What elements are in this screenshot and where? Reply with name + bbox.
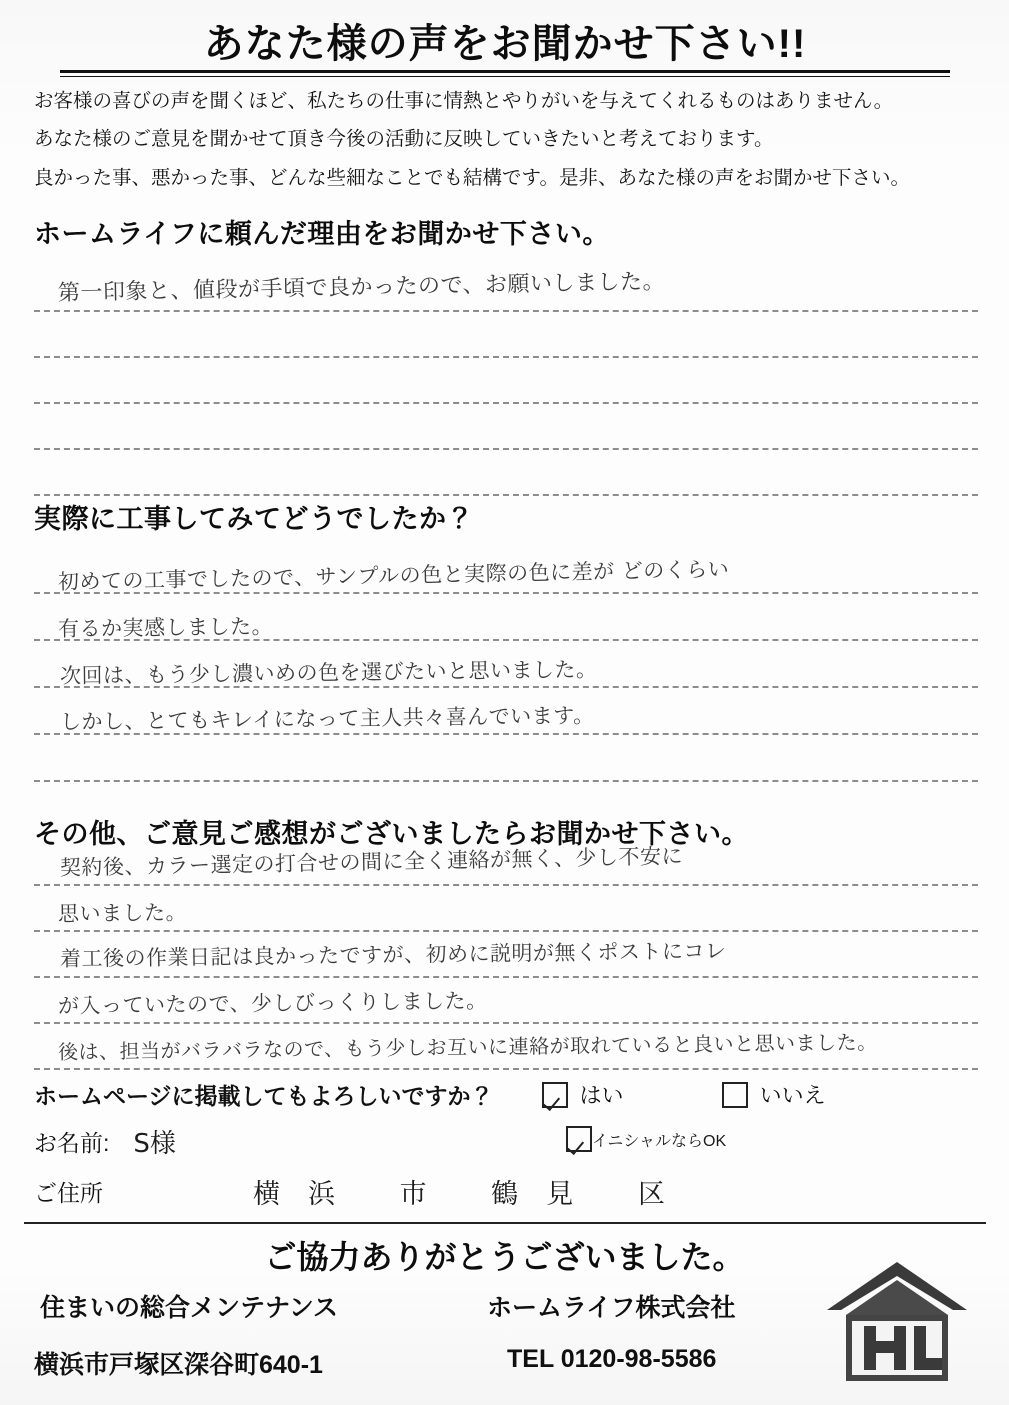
checkbox-yes-icon[interactable] [542, 1082, 568, 1108]
handwritten-answer-construction-line-3: 次回は、もう少し濃いめの色を選びたいと思いました。 [59, 657, 598, 688]
rule-line [34, 930, 978, 932]
consent-option-no-label: いいえ [759, 1083, 826, 1108]
handwritten-answer-reason-line-1: 第一印象と、値段が手頃で良かったので、お願いしました。 [57, 269, 666, 306]
handwritten-answer-other-line-2: 思いました。 [57, 900, 188, 926]
rule-line [34, 1022, 978, 1024]
title-underline [60, 70, 950, 77]
handwritten-answer-construction-line-2: 有るか実感しました。 [57, 614, 274, 641]
address-field-row [34, 1172, 978, 1211]
consent-option-yes[interactable] [542, 1079, 624, 1110]
handwritten-answer-other-line-4: が入っていたので、少しびっくりしました。 [57, 988, 488, 1018]
footer-divider [24, 1222, 986, 1224]
footer-maintenance-tagline: 住まいの総合メンテナンス [40, 1294, 339, 1322]
consent-option-yes-label: はい [579, 1083, 624, 1108]
handwritten-answer-construction-line-4: しかし、とてもキレイになって主人共々喜んでいます。 [59, 703, 595, 734]
consent-option-initial[interactable] [566, 1126, 726, 1152]
rule-line [34, 976, 978, 978]
intro-paragraph [34, 88, 979, 203]
intro-line-3: 良かった事、悪かった事、どんな些細なことでも結構です。是非、あなた様の声をお聞かせ下さい。 [34, 166, 910, 189]
rule-line [34, 310, 978, 312]
rule-line [34, 780, 978, 782]
footer-address: 横浜市戸塚区深谷町640-1 [34, 1351, 323, 1379]
thanks-message: ご協力ありがとうございました。 [264, 1239, 745, 1275]
address-value: 横浜 市 鶴見 区 [253, 1179, 693, 1210]
intro-line-2: あなた様のご意見を聞かせて頂き今後の活動に反映していきたいと考えております。 [34, 128, 774, 151]
name-value: S様 [133, 1129, 176, 1159]
rule-line [34, 402, 978, 404]
address-label: ご住所 [34, 1180, 103, 1206]
handwritten-answer-construction-line-1: 初めての工事でしたので、サンプルの色と実際の色に差が どのくらい [57, 557, 730, 594]
page-title: あなた様の声をお聞かせ下さい!! [203, 22, 807, 66]
section-heading-other: その他、ご意見ご感想がございましたらお聞かせ下さい。 [34, 819, 749, 849]
name-field-row [34, 1123, 978, 1160]
rule-line [34, 884, 978, 886]
handwritten-answer-other-line-3: 着工後の作業日記は良かったですが、初めに説明が無くポストにコレ [59, 938, 727, 971]
section-heading-reason: ホームライフに頼んだ理由をお聞かせ下さい。 [34, 219, 610, 249]
rule-line [34, 1068, 978, 1070]
intro-line-1: お客様の喜びの声を聞くほど、私たちの仕事に情熱とやりがいを与えてくれるものはありません。 [34, 90, 894, 112]
consent-option-initial-label: イニシャルならOK [592, 1132, 727, 1150]
publish-consent-label: ホームページに掲載してもよろしいですか？ [34, 1083, 494, 1109]
form-title-block [60, 22, 950, 77]
consent-option-no[interactable] [722, 1079, 826, 1110]
homelife-logo [822, 1258, 972, 1388]
rule-line [34, 448, 978, 450]
name-label: お名前: [34, 1130, 110, 1156]
footer-company-name: ホームライフ株式会社 [487, 1294, 736, 1322]
checkbox-no-icon[interactable] [722, 1082, 748, 1108]
rule-line [34, 356, 978, 358]
rule-line [34, 494, 978, 496]
handwritten-answer-other-line-1: 契約後、カラー選定の打合せの間に全く連絡が無く、少し不安に [59, 844, 684, 880]
publish-consent-row [34, 1078, 978, 1111]
checkbox-initial-icon[interactable] [566, 1126, 592, 1152]
handwritten-answer-other-line-5: 後は、担当がバラバラなので、もう少しお互いに連絡が取れていると良いと思いました。 [57, 1029, 878, 1064]
section-heading-construction: 実際に工事してみてどうでしたか？ [34, 504, 474, 534]
footer-telephone: TEL 0120-98-5586 [507, 1345, 717, 1373]
